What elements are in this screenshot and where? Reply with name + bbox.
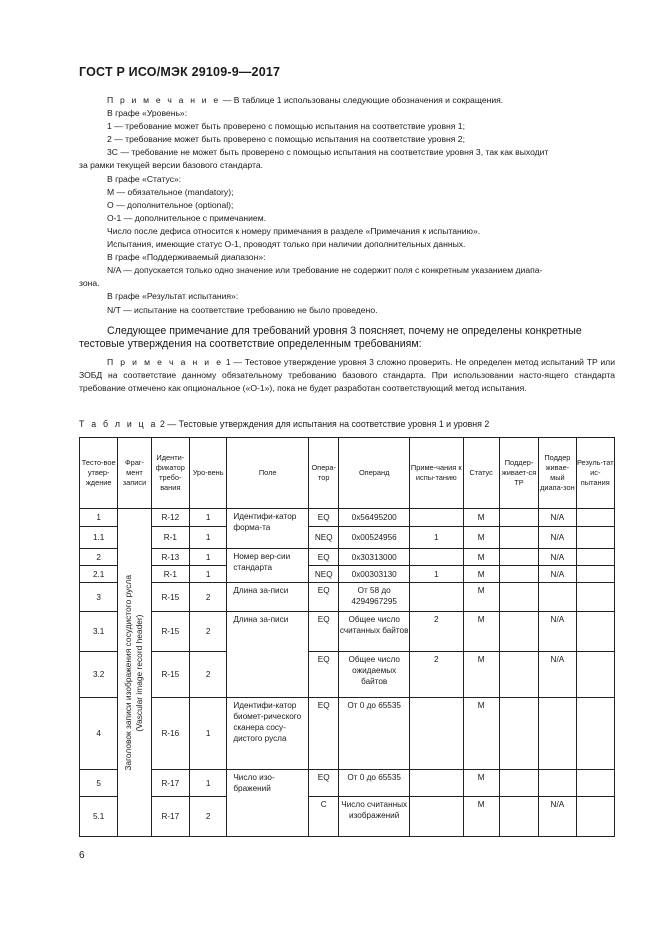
notes-line: 3С — требование не может быть проверено с помощью испытания на соответствие уровня 3, так как выходит — [107, 147, 549, 158]
document-header: ГОСТ Р ИСО/МЭК 29109-9—2017 — [79, 65, 281, 79]
notes-line: В графе «Статус»: — [107, 173, 182, 184]
level3-intro: Следующее примечание для требований уровня 3 поясняет, почему не определены конкретные тестовые утверждения на соответствие определенным требованиям: — [79, 325, 582, 351]
notes-line: О — дополнительное (optional); — [107, 199, 234, 210]
field-cell: Идентифи-катор форма-та — [227, 509, 309, 549]
field-cell: Длина за-писи — [227, 612, 309, 698]
notes-line: Испытания, имеющие статус О-1, проводят только при наличии дополнительных данных. — [107, 239, 466, 250]
table-row: 1 Заголовок записи изображения сосудистого русла (Vascular image record header) R-12 1 Идентифи-катор форма-та EQ 0x56495200 M N/A — [80, 509, 615, 527]
table-row: 3 R-15 2 Длина за-писи EQ От 58 до 4294967295 M — [80, 583, 615, 612]
field-cell: Идентифи-катор биомет-рического сканера сосу-дистого русла — [227, 698, 309, 770]
notes-line: В графе «Поддерживаемый диапазон»: — [107, 252, 266, 263]
field-cell: Длина за-писи — [227, 583, 309, 612]
notes-intro: П р и м е ч а н и е — В таблице 1 использованы следующие обозначения и сокращения. — [107, 95, 504, 105]
notes-line: В графе «Результат испытания»: — [107, 291, 239, 302]
col-header: Фраг-мент записи — [118, 438, 151, 509]
col-header: Статус — [463, 438, 499, 509]
col-header: Приме-чания к испы-танию — [410, 438, 464, 509]
field-cell: Число изо-бражений — [227, 770, 309, 837]
col-header: Поддер живае-мый диапа-зон — [539, 438, 576, 509]
col-header: Операнд — [339, 438, 410, 509]
table-row: 1.1 R-1 1 NEQ 0x00524956 1 M N/A — [80, 527, 615, 549]
col-header: Поле — [227, 438, 309, 509]
col-header: Резуль-тат ис-пытания — [576, 438, 614, 509]
notes-line: Число после дефиса относится к номеру примечания в разделе «Примечания к испытанию». — [107, 225, 481, 236]
requirements-table — [79, 437, 615, 837]
fragment-label: Заголовок записи изображения сосудистого русла — [123, 574, 134, 771]
notes-line: М — обязательное (mandatory); — [107, 186, 234, 197]
table-row: 4 R-16 1 Идентифи-катор биомет-рического сканера сосу-дистого русла EQ От 0 до 65535 M — [80, 698, 615, 770]
col-header: Уро-вень — [189, 438, 226, 509]
fragment-cell — [118, 509, 151, 837]
notes-line: зона. — [79, 278, 100, 289]
table-caption: Т а б л и ц а 2 — Тестовые утверждения для испытания на соответствие уровня 1 и уровня 2 — [79, 419, 490, 429]
notes-block — [79, 94, 615, 317]
table-row: 5 R-17 1 Число изо-бражений EQ От 0 до 65535 M — [80, 770, 615, 797]
notes-line: 1 — требование может быть проверено с помощью испытания на соответствие уровня 1; — [107, 121, 465, 132]
col-header: Тесто-вое утвер-ждение — [80, 438, 118, 509]
notes-line: N/A — допускается только одно значение или требование не содержит поля с конкретным указанием диапа- — [107, 265, 543, 276]
note-1: П р и м е ч а н и е 1 — Тестовое утверждение уровня 3 сложно проверить. Не определен метод испытаний ТР или ЗОБД на соответствие данному обязательному требованию базового стандарта. При использовании насто-ящего стандарта требование отмечено как опциональное («О-1»), пока не будет разработан соответствующий метод испытания. — [79, 357, 615, 394]
notes-line: В графе «Уровень»: — [107, 108, 188, 119]
fragment-label-en: (Vascular image record header) — [134, 613, 145, 732]
col-header: Опера-тор — [309, 438, 339, 509]
notes-line: 2 — требование может быть проверено с помощью испытания на соответствие уровня 2; — [107, 134, 465, 145]
page-number: 6 — [79, 850, 85, 861]
table-row: 2 R-13 1 Номер вер-сии стандарта EQ 0x30313000 M N/A — [80, 549, 615, 566]
notes-line: N/T — испытание на соответствие требованию не было проведено. — [107, 304, 378, 315]
notes-line: О-1 — дополнительное с примечанием. — [107, 212, 267, 223]
table-row: 3.2 R-15 2 EQ Общее число ожидаемых байтов 2 M N/A — [80, 652, 615, 698]
table-row: 3.1 R-15 2 Длина за-писи EQ Общее число считанных байтов 2 M N/A — [80, 612, 615, 652]
col-header: Иденти-фикатор требо-вания — [151, 438, 189, 509]
col-header: Поддер-живает-ся ТР — [499, 438, 538, 509]
table-row: 2.1 R-1 1 NEQ 0x00303130 1 M N/A — [80, 566, 615, 583]
notes-line: за рамки текущей версии базового стандарта. — [79, 160, 263, 171]
field-cell: Номер вер-сии стандарта — [227, 549, 309, 583]
table-row: 5.1 R-17 2 C Число считанных изображений M N/A — [80, 797, 615, 837]
table-header-row — [80, 438, 615, 509]
